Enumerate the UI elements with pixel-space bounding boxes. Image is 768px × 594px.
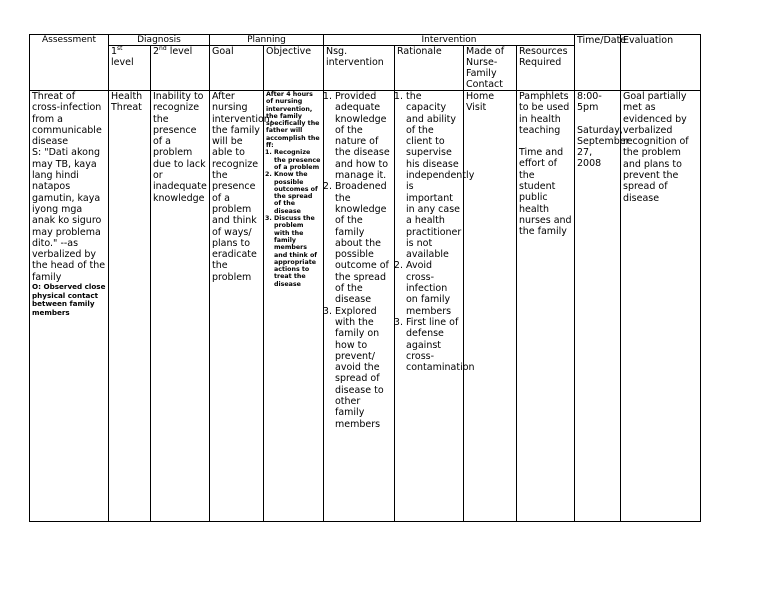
- objective-intro: After 4 hours of nursing intervention, the family specifically the father will accomplish the ff:: [266, 91, 320, 150]
- assessment-objective: O: Observed close physical contact between family members: [32, 282, 106, 317]
- cell-first-level: Health Threat: [109, 91, 151, 522]
- cell-evaluation: Goal partially met as evidenced by verbalized recognition of the problem and plans to prevent the spread of disease: [621, 91, 701, 522]
- intervention-item: 2. Broadened the knowledge of the family about the possible outcome of the spread of the disease: [335, 181, 392, 305]
- nursing-care-plan-table: [29, 34, 701, 522]
- rationale-item: 1. the capacity and ability of the client to supervise his disease independently is important in any case a health practitioner is not available: [406, 91, 461, 260]
- objective-item: 1. Recognize the presence of a problem: [274, 149, 321, 171]
- subheader-rationale: Rationale: [395, 46, 464, 91]
- rationale-item: 2. Avoid cross-infection on family members: [406, 260, 461, 316]
- header-assessment: Assessment: [30, 35, 109, 91]
- subheader-mode-of-contact: Made of Nurse-Family Contact: [464, 46, 517, 91]
- header-evaluation: Evaluation: [621, 35, 701, 91]
- cell-time-date: [575, 91, 630, 522]
- time-range: 8:00-5pm: [577, 91, 602, 114]
- header-intervention: Intervention: [324, 35, 575, 46]
- cell-objective: [264, 91, 324, 522]
- cell-goal: After nursing intervention, the family will be able to recognize the presence of a problem and think of ways/ plans to eradicate the problem: [210, 91, 264, 522]
- header-time-date: Time/Date: [575, 35, 621, 91]
- header-planning: Planning: [210, 35, 324, 46]
- resources-first: Pamphlets to be used in health teaching: [519, 91, 570, 136]
- cell-nsg-intervention: [324, 91, 395, 522]
- subheader-first-level: 1st level: [109, 46, 151, 91]
- date: Saturday, September 27, 2008: [577, 124, 630, 170]
- cell-rationale: [395, 91, 475, 522]
- objective-item: 3. Discuss the problem with the family members and think of appropriate actions to treat the disease: [274, 215, 321, 288]
- intervention-item: 3. Explored with the family on how to prevent/ avoid the spread of disease to other family members: [335, 306, 392, 430]
- subheader-second-level: 2nd level: [151, 46, 210, 91]
- subheader-objective: Objective: [264, 46, 324, 91]
- intervention-item: 1. Provided adequate knowledge of the nature of the disease and how to manage it.: [335, 91, 392, 181]
- cell-mode-of-contact: Home Visit: [464, 91, 517, 522]
- cell-resources: [517, 91, 575, 522]
- cell-assessment: [30, 91, 109, 522]
- assessment-main: Threat of cross-infection from a communicable disease: [32, 91, 102, 148]
- header-diagnosis: Diagnosis: [109, 35, 210, 46]
- assessment-subjective: S: "Dati akong may TB, kaya lang hindi natapos gamutin, kaya iyong mga anak ko siguro may problema dito." --as verbalized by the head of the family: [32, 147, 106, 283]
- rationale-item: 3. First line of defense against cross-contamination: [406, 317, 461, 373]
- resources-second: Time and effort of the student public health nurses and the family: [519, 147, 572, 238]
- objective-item: 2. Know the possible outcomes of the spread of the disease: [274, 171, 321, 215]
- subheader-resources-required: Resources Required: [517, 46, 575, 91]
- subheader-nsg-intervention: Nsg. intervention: [324, 46, 395, 91]
- subheader-goal: Goal: [210, 46, 264, 91]
- cell-second-level: Inability to recognize the presence of a problem due to lack or inadequate knowledge: [151, 91, 210, 522]
